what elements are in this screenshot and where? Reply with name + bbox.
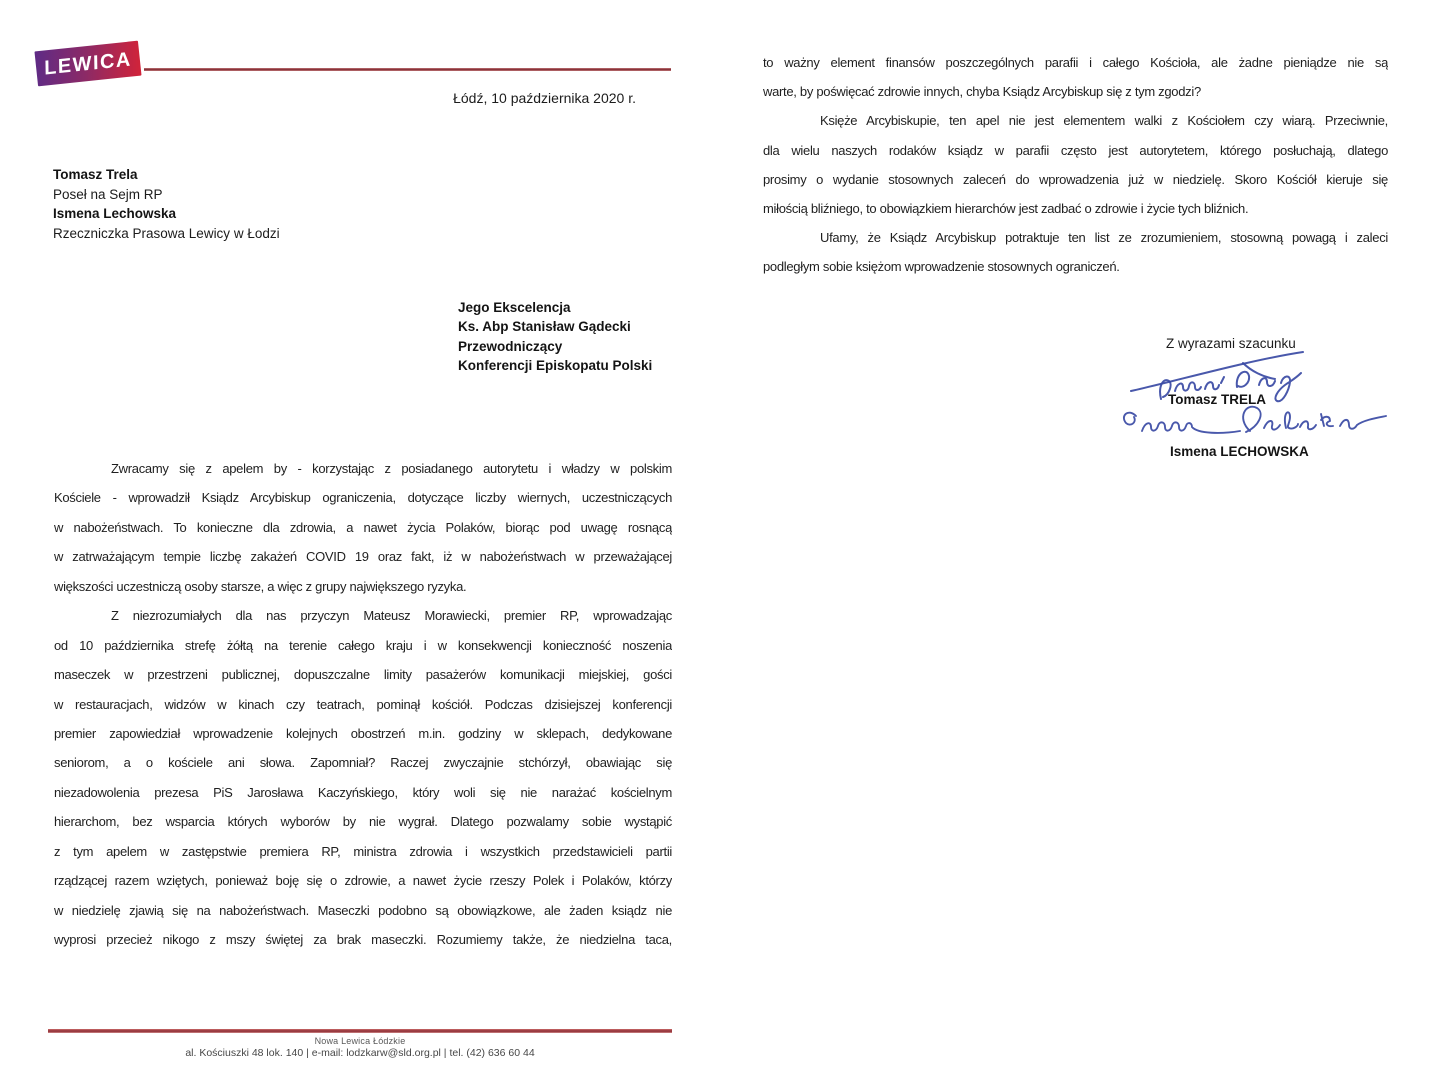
body-line: Zwracamy się z apelem by - korzystając z posiadanego autorytetu i władzy w polskim [111,461,672,476]
body-line: Ufamy, że Ksiądz Arcybiskup potraktuje ten list ze zrozumieniem, stosowną powagą i zaleci [820,230,1388,246]
recipient-line-3: Przewodniczący [458,338,563,354]
footer-org: Nowa Lewica Łódzkie [314,1036,406,1046]
sender-role-1: Poseł na Sejm RP [53,186,163,202]
body-line: w zatrważającym tempie liczbę zakażeń COVID 19 oraz fakt, iż w nabożeństwach w przeważającej [54,549,672,565]
body-line: miłością bliźniego, to obowiązkiem hierarchów jest zadbać o zdrowie i życie tych bliźnich. [763,200,1249,216]
right-page [720,0,1440,1079]
body-line: Kościele - wprowadził Ksiądz Arcybiskup ograniczenia, dotyczące liczby wiernych, uczestniczących [54,490,672,506]
signer-name-ismena-lechowska: Ismena LECHOWSKA [1170,444,1309,459]
recipient-line-1: Jego Ekscelencja [458,300,571,315]
body-line: w nabożeństwach. To konieczne dla zdrowia, a nawet życia Polaków, biorąc pod uwagę rosnącą [54,519,672,535]
body-line: Z niezrozumiałych dla nas przyczyn Mateusz Morawiecki, premier RP, wprowadzając [111,608,672,624]
body-line: podległym sobie księżom wprowadzenie stosownych ograniczeń. [763,259,1120,275]
body-line: w restauracjach, widzów w kinach czy teatrach, pominął kościół. Podczas dzisiejszej konferencji [54,696,672,712]
recipient-block [458,298,652,375]
body-line: od 10 października strefę żółtą na terenie całego kraju i w konsekwencji konieczność noszenia [54,637,672,653]
body-line: niezadowolenia prezesa PiS Jarosława Kaczyńskiego, który woli się nie narażać kościelnym [54,784,672,800]
sender-block [53,165,280,243]
recipient-line-2: Ks. Abp Stanisław Gądecki [458,319,631,335]
body-text-right [763,48,1388,282]
signer-name-tomasz-trela: Tomasz TRELA [1168,392,1267,407]
footer-contact: al. Kościuszki 48 lok. 140 | e-mail: lodzkarw@sld.org.pl | tel. (42) 636 60 44 [185,1047,535,1059]
sender-name-1: Tomasz Trela [53,167,138,182]
header-rule [144,68,671,71]
body-line: Księże Arcybiskupie, ten apel nie jest elementem walki z Kościołem czy wiarą. Przeciwnie, [820,113,1388,129]
lewica-logo-text: LEWICA [44,47,132,80]
dateline: Łódź, 10 października 2020 r. [453,90,636,106]
lewica-logo [34,41,141,87]
body-line: dla wielu naszych rodaków ksiądz w parafii często jest autorytetem, którego posłuchają, dlatego [763,142,1388,158]
body-line: w niedzielę zjawią się na nabożeństwach. Maseczki podobno są obowiązkowe, ale żaden ksiądz nie [54,902,672,918]
footer-rule [48,1029,672,1033]
body-line: hierarchom, bez wsparcia których wyborów by nie wygrał. Dlatego pozwalamy sobie wystąpić [54,814,672,830]
body-line: wyprosi przecież nikogo z mszy świętej za brak maseczki. Rozumiemy także, że niedzielna taca, [54,932,672,947]
sender-role-2: Rzeczniczka Prasowa Lewicy w Łodzi [53,225,280,241]
body-line: rządzącej razem wziętych, ponieważ boję się o zdrowie, a nawet życie rzeszy Polek i Polaków, którzy [54,873,672,889]
body-line: premier zapowiedział wprowadzenie kolejnych obostrzeń m.in. godziny w sklepach, dedykowane [54,725,672,741]
body-line: prosimy o wydanie stosownych zaleceń do wprowadzenia już w niedzielę. Skoro Kościół kieruje się [763,171,1388,187]
sender-name-2: Ismena Lechowska [53,206,177,222]
body-line: maseczek w przestrzeni publicznej, dopuszczalne limity pasażerów komunikacji miejskiej, gości [54,667,672,683]
body-text-left [54,454,672,954]
body-line: z tym apelem w zastępstwie premiera RP, ministra zdrowia i wszystkich przedstawicieli partii [54,843,672,859]
body-line: seniorom, a o kościele ani słowa. Zapomniał? Raczej zwyczajnie stchórzył, obawiając się [54,755,672,771]
recipient-line-4: Konferencji Episkopatu Polski [458,357,653,373]
body-line: większości uczestniczą osoby starsze, a więc z grupy największego ryzyka. [54,578,467,594]
body-line: to ważny element finansów poszczególnych parafii i całego Kościoła, ale żadne pieniądze nie są [763,55,1388,70]
body-line: warte, by poświęcać zdrowie innych, chyba Ksiądz Arcybiskup się z tym zgodzi? [763,84,1201,100]
closing-salutation: Z wyrazami szacunku [1166,336,1296,351]
